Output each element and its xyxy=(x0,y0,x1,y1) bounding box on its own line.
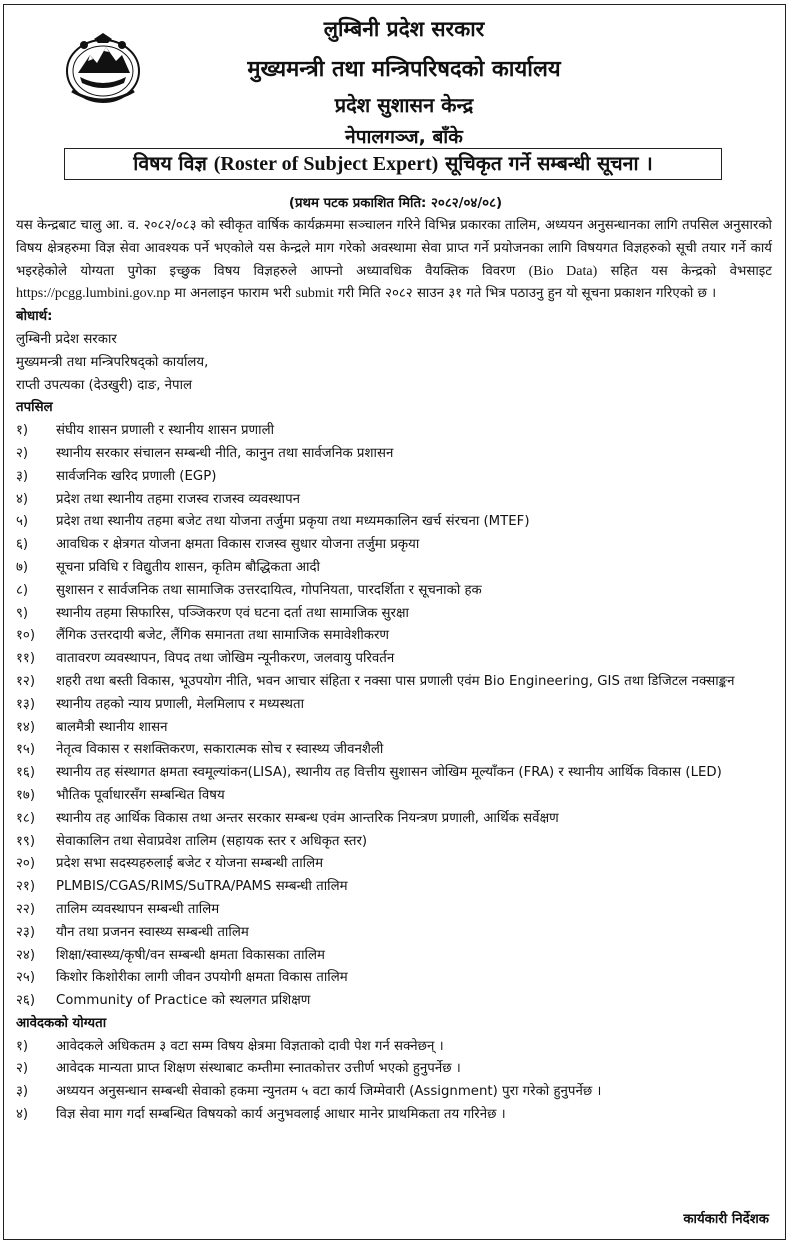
list-item-text: स्थानीय तहमा सिफारिस, पञ्जिकरण एवं घटना दर्ता तथा सामाजिक सुरक्षा xyxy=(56,605,409,621)
list-item-text: स्थानीय सरकार संचालन सम्बन्धी नीति, कानुन तथा सार्वजनिक प्रशासन xyxy=(56,445,394,461)
list-item-text: PLMBIS/CGAS/RIMS/SuTRA/PAMS सम्बन्धी तालिम xyxy=(56,879,348,895)
list-item xyxy=(16,466,772,489)
list-item xyxy=(16,671,772,694)
list-item-number: १३) xyxy=(16,696,36,712)
notice-title xyxy=(64,148,722,180)
intro-submit: submit xyxy=(295,286,334,302)
list-item-text: शहरी तथा बस्ती विकास, भूउपयोग नीति, भवन आचार संहिता र नक्सा पास प्रणाली एवंम Bio Engineering, GIS तथा डिजिटल नक्साङ्कन xyxy=(56,673,735,689)
list-item xyxy=(16,1104,772,1127)
list-item xyxy=(16,443,772,466)
list-item xyxy=(16,1081,772,1104)
list-item xyxy=(16,511,772,534)
list-item xyxy=(16,1058,772,1081)
list-item-number: १८) xyxy=(16,810,36,826)
list-item xyxy=(16,739,772,762)
list-item-text: लैंगिक उत्तरदायी बजेट, लैंगिक समानता तथा सामाजिक समावेशीकरण xyxy=(56,628,390,644)
list-item-text: यौन तथा प्रजनन स्वास्थ्य सम्बन्धी तालिम xyxy=(56,924,249,940)
list-item-text: शिक्षा/स्वास्थ्य/कृषी/वन सम्बन्धी क्षमता विकासका तालिम xyxy=(56,947,325,963)
list-item-text: वातावरण व्यवस्थापन, विपद तथा जोखिम न्यूनीकरण, जलवायु परिवर्तन xyxy=(56,651,395,667)
list-item-number: १५) xyxy=(16,742,36,758)
list-item-number: ४) xyxy=(16,491,29,507)
list-item-number: २४) xyxy=(16,947,36,963)
notice-title-pre: विषय विज्ञ xyxy=(133,152,214,175)
list-item-number: १९) xyxy=(16,833,36,849)
header-line-centre: प्रदेश सुशासन केन्द्र xyxy=(334,93,474,117)
list-item xyxy=(16,648,772,671)
list-item xyxy=(16,922,772,945)
list-item-text: आवधिक र क्षेत्रगत योजना क्षमता विकास राजस्व सुधार योजना तर्जुमा प्रकृया xyxy=(56,537,420,553)
publication-date: (प्रथम पटक प्रकाशित मिति: २०८२/०४/०८) xyxy=(288,196,503,211)
tapasil-heading: तपसिल xyxy=(16,400,53,416)
list-item-number: २३) xyxy=(16,924,36,940)
list-item-text: आवेदकले अधिकतम ३ वटा सम्म विषय क्षेत्रमा विज्ञताको दावी पेश गर्न सक्नेछन् । xyxy=(56,1038,444,1054)
list-item-number: ४) xyxy=(16,1107,29,1123)
list-item-text: Community of Practice को स्थलगत प्रशिक्षण xyxy=(56,993,311,1009)
list-item xyxy=(16,603,772,626)
list-item-number: ३) xyxy=(16,468,29,484)
list-item xyxy=(16,831,772,854)
list-item-text: भौतिक पूर्वाधारसँग सम्बन्धित विषय xyxy=(56,787,225,803)
notice-body xyxy=(16,215,772,1127)
list-item-number: १७) xyxy=(16,787,36,803)
list-item-text: सुशासन र सार्वजनिक तथा सामाजिक उत्तरदायित्व, गोपनियता, पारदर्शिता र सूचनाको हक xyxy=(56,582,482,598)
list-item-text: प्रदेश तथा स्थानीय तहमा बजेट तथा योजना तर्जुमा प्रकृया तथा मध्यमकालिन खर्च संरचना (MTEF) xyxy=(56,514,530,530)
list-item-number: २) xyxy=(16,1061,29,1077)
list-item xyxy=(16,785,772,808)
list-item-number: १४) xyxy=(16,719,36,735)
bodharth-line: मुख्यमन्त्री तथा मन्त्रिपरिषद्को कार्यालय, xyxy=(16,354,209,370)
header-line-office: मुख्यमन्त्री तथा मन्त्रिपरिषदको कार्यालय xyxy=(247,57,561,82)
list-item-number: १) xyxy=(16,423,29,439)
list-item xyxy=(16,420,772,443)
list-item-number: ६) xyxy=(16,537,29,553)
list-item xyxy=(16,557,772,580)
list-item-number: १) xyxy=(16,1038,29,1054)
list-item xyxy=(16,853,772,876)
list-item xyxy=(16,990,772,1013)
intro-part4: गरी मिति २०८२ साउन ३१ गते भित्र पठाउनु हुन यो सूचना प्रकाशन गरिएको छ । xyxy=(333,286,717,302)
list-item-number: ५) xyxy=(16,514,29,530)
bodharth-line: राप्ती उपत्यका (देउखुरी) दाङ, नेपाल xyxy=(16,377,193,393)
list-item-text: सूचना प्रविधि र विद्युतीय शासन, कृतिम बौद्धिकता आदी xyxy=(56,559,320,575)
list-item-number: २५) xyxy=(16,970,36,986)
list-item-text: सार्वजनिक खरिद प्रणाली (EGP) xyxy=(56,468,217,484)
header-line-location: नेपालगञ्ज, बाँके xyxy=(345,126,463,148)
list-item xyxy=(16,717,772,740)
list-item-number: २६) xyxy=(16,993,36,1009)
list-item xyxy=(16,694,772,717)
list-item xyxy=(16,580,772,603)
list-item-text: विज्ञ सेवा माग गर्दा सम्बन्धित विषयको कार्य अनुभवलाई आधार मानेर प्राथमिकता तय गरिनेछ । xyxy=(56,1107,506,1123)
list-item-number: ७) xyxy=(16,559,29,575)
list-item xyxy=(16,967,772,990)
list-item xyxy=(16,808,772,831)
website-link[interactable]: https://pcgg.lumbini.gov.np xyxy=(16,286,171,302)
signatory-title: कार्यकारी निर्देशक xyxy=(683,1212,769,1227)
list-item-text: स्थानीय तह आर्थिक विकास तथा अन्तर सरकार सम्बन्ध एवंम आन्तरिक नियन्त्रण प्रणाली, आर्थिक सर्वेक्षण xyxy=(56,810,559,826)
list-item-text: किशोर किशोरीका लागी जीवन उपयोगी क्षमता विकास तालिम xyxy=(56,970,348,986)
intro-biodata: (Bio Data) xyxy=(528,263,598,279)
list-item-number: १२) xyxy=(16,673,36,689)
list-item-number: ९) xyxy=(16,605,29,621)
bodharth-heading: बोधार्थ: xyxy=(16,309,53,325)
list-item-text: स्थानीय तहको न्याय प्रणाली, मेलमिलाप र मध्यस्थता xyxy=(56,696,305,712)
list-item-number: ३) xyxy=(16,1084,29,1100)
intro-paragraph xyxy=(16,215,772,306)
list-item xyxy=(16,625,772,648)
letterhead xyxy=(4,5,785,148)
list-item xyxy=(16,899,772,922)
list-item-text: स्थानीय तह संस्थागत क्षमता स्वमूल्यांकन(LISA), स्थानीय तह वित्तीय सुशासन जोखिम मूल्याँकन (FRA) र स्थानीय आर्थिक विकास (LED) xyxy=(56,765,722,781)
yogyata-heading: आवेदकको योग्यता xyxy=(16,1015,107,1031)
list-item-text: आवेदक मान्यता प्राप्त शिक्षण संस्थाबाट कम्तीमा स्नातकोत्तर उत्तीर्ण भएको हुनुपर्नेछ । xyxy=(56,1061,461,1077)
list-item-text: नेतृत्व विकास र सशक्तिकरण, सकारात्मक सोच र स्वास्थ्य जीवनशैली xyxy=(56,742,384,758)
tapasil-list xyxy=(16,420,772,1013)
list-item-number: ८) xyxy=(16,582,29,598)
bodharth-line: लुम्बिनी प्रदेश सरकार xyxy=(16,331,117,347)
list-item-text: बालमैत्री स्थानीय शासन xyxy=(56,719,168,735)
list-item-text: अध्ययन अनुसन्धान सम्बन्धी सेवाको हकमा न्युनतम ५ वटा कार्य जिम्मेवारी (Assignment) पुरा गरेको हुनुपर्नेछ । xyxy=(56,1084,602,1100)
header-line-province: लुम्बिनी प्रदेश सरकार xyxy=(323,17,485,41)
notice-title-post: सूचिकृत गर्ने सम्बन्धी सूचना । xyxy=(438,152,653,175)
list-item-number: २) xyxy=(16,445,29,461)
notice-title-latin: (Roster of Subject Expert) xyxy=(213,153,439,175)
list-item xyxy=(16,1036,772,1059)
list-item xyxy=(16,876,772,899)
list-item-text: तालिम व्यवस्थापन सम्बन्धी तालिम xyxy=(56,901,220,917)
list-item xyxy=(16,534,772,557)
intro-part3: मा अनलाइन फाराम भरी xyxy=(170,286,296,302)
list-item-text: संघीय शासन प्रणाली र स्थानीय शासन प्रणाली xyxy=(56,423,275,439)
list-item xyxy=(16,945,772,968)
intro-part1: यस केन्द्रबाट चालु आ. व. २०८२/०८३ को स्वीकृत वार्षिक कार्यक्रममा सञ्चालन गरिने विभिन्न प्रकारका तालिम, अध्ययन अनुसन्धानका लागि तपसिल अनुसारको विषय क्षेत्रहरुमा विज्ञ सेवा आवश्यक पर्ने भएकोले यस केन्द्रले माग गरेको अवस्थामा सेवा प्राप्त गर्ने प्रयोजनका लागि विषयगत विज्ञहरुको सूची तयार गर्ने कार्य भइरहेकोले योग्यता पुगेका इच्छुक विषय विज्ञहरुले आफ्नो अध्यावधिक वैयक्तिक विवरण xyxy=(16,218,772,279)
list-item-text: प्रदेश सभा सदस्यहरुलाई बजेट र योजना सम्बन्धी तालिम xyxy=(56,856,324,872)
list-item-number: १०) xyxy=(16,628,36,644)
notice-page xyxy=(3,4,786,1240)
list-item-number: ११) xyxy=(16,651,36,667)
list-item-number: २०) xyxy=(16,856,36,872)
intro-part2: सहित यस केन्द्रको वेभसाइट xyxy=(597,263,772,279)
list-item-number: २२) xyxy=(16,901,36,917)
yogyata-list xyxy=(16,1036,772,1127)
government-emblem-icon xyxy=(64,31,142,105)
list-item-number: २१) xyxy=(16,879,36,895)
list-item-number: १६) xyxy=(16,765,36,781)
list-item xyxy=(16,489,772,512)
list-item xyxy=(16,762,772,785)
list-item-text: प्रदेश तथा स्थानीय तहमा राजस्व राजस्व व्यवस्थापन xyxy=(56,491,301,507)
list-item-text: सेवाकालिन तथा सेवाप्रवेश तालिम (सहायक स्तर र अधिकृत स्तर) xyxy=(56,833,368,849)
